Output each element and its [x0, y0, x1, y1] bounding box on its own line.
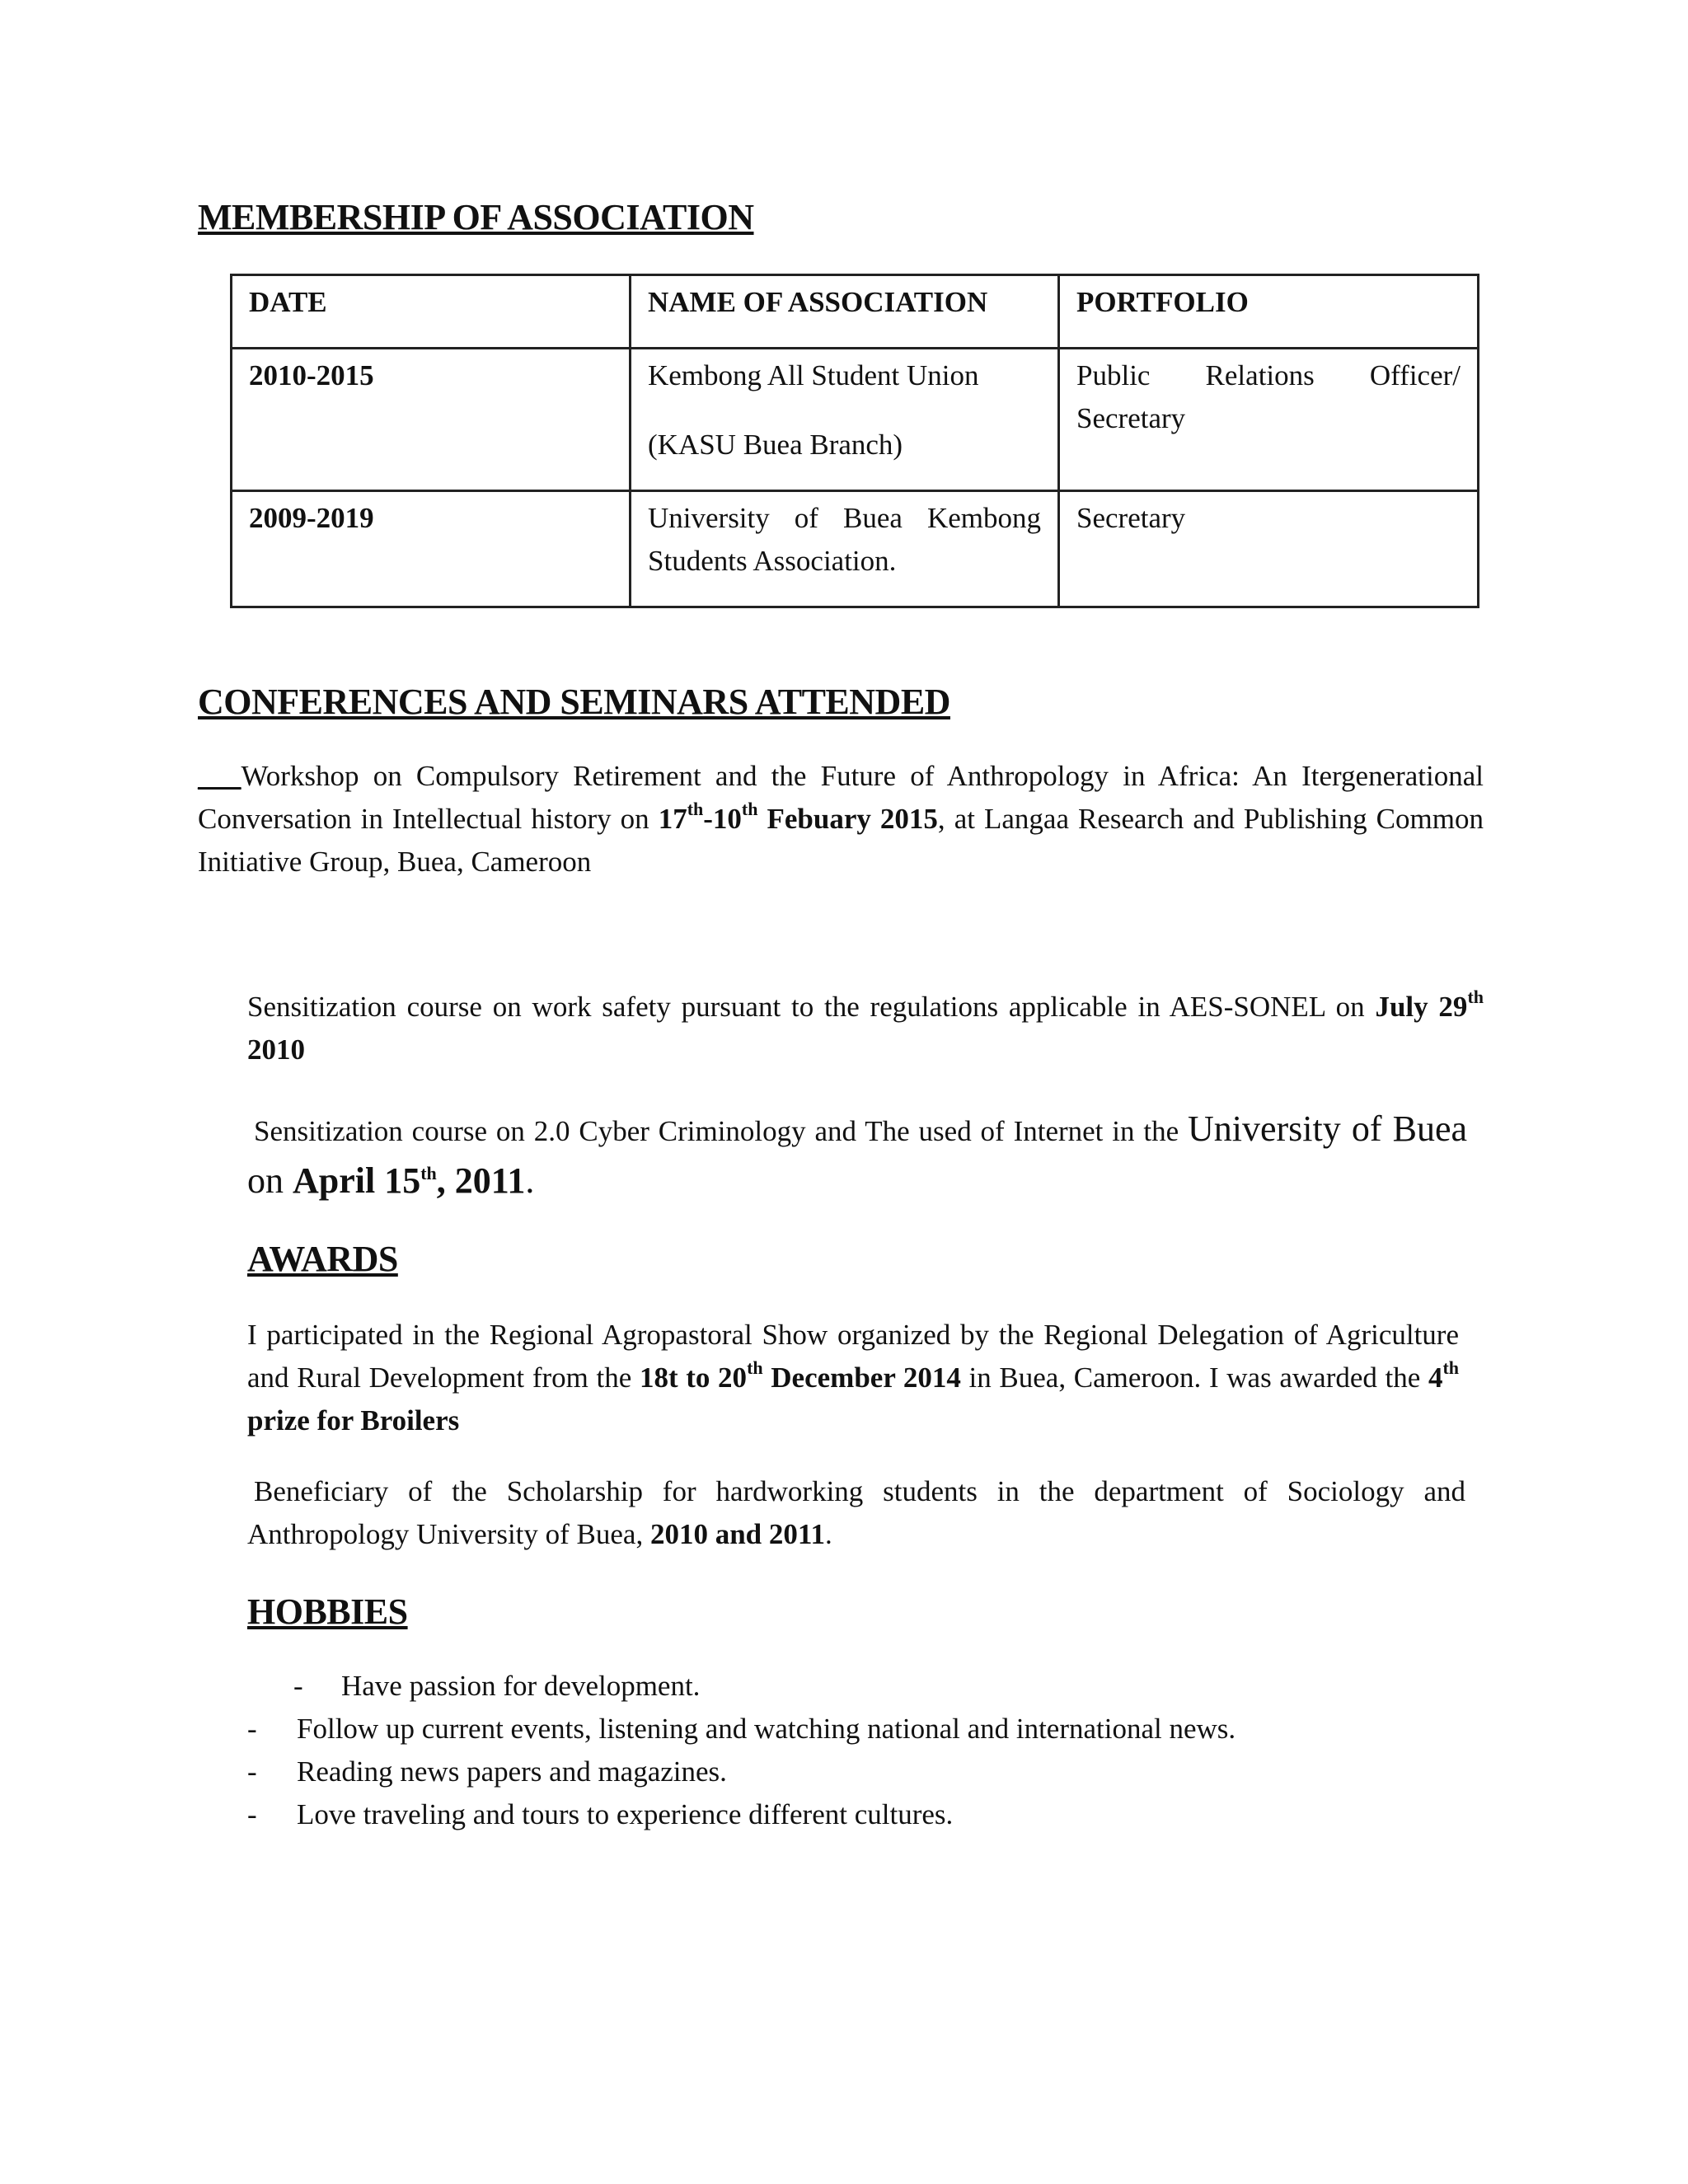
- row-portfolio: Secretary: [1059, 491, 1479, 607]
- bullet-dash: -: [247, 1713, 257, 1745]
- conferences-heading: CONFERENCES AND SEMINARS ATTENDED: [198, 682, 950, 722]
- row-portfolio: Public Relations Officer/ Secretary: [1059, 349, 1479, 491]
- association-name-line: (KASU Buea Branch): [648, 429, 903, 461]
- association-name-line: Kembong All Student Union: [648, 359, 979, 391]
- award-item: I participated in the Regional Agropastoral Show organized by the Regional Delegation of Agriculture and Rural Development from the 18t to 20th December 2014 in Buea, Cameroon. I was awarded the 4th prize for Broilers: [247, 1319, 1460, 1436]
- table-row: [232, 491, 1479, 607]
- bullet-dash: -: [247, 1798, 257, 1830]
- membership-table: [230, 274, 1479, 608]
- hobbies-heading: HOBBIES: [247, 1591, 408, 1632]
- list-item: Follow up current events, listening and watching national and international news.: [297, 1713, 1236, 1745]
- bullet-dash: -: [293, 1670, 303, 1702]
- table-header-row: [232, 275, 1479, 349]
- row-date: 2009-2019: [232, 491, 631, 607]
- blank-line: ___: [198, 760, 241, 792]
- list-item: Reading news papers and magazines.: [297, 1755, 727, 1788]
- list-item: Love traveling and tours to experience different cultures.: [297, 1798, 954, 1830]
- column-header-date: DATE: [232, 275, 631, 349]
- bullet-dash: -: [247, 1755, 257, 1788]
- row-association-name: University of Buea Kembong Students Association.: [631, 491, 1059, 607]
- conference-item: ___Workshop on Compulsory Retirement and the Future of Anthropology in Africa: An Itergenerational Conversation in Intellectual history on 17th-10th Febuary 2015, at Langaa Research and Publishing Common Initiative Group, Buea, Cameroon: [198, 760, 1484, 878]
- list-item: Have passion for development.: [341, 1670, 701, 1702]
- column-header-portfolio: PORTFOLIO: [1059, 275, 1479, 349]
- table-row: [232, 349, 1479, 491]
- conference-item: Sensitization course on 2.0 Cyber Criminology and The used of Internet in the University of Buea on April 15th, 2011.: [247, 1108, 1468, 1201]
- conference-item: Sensitization course on work safety pursuant to the regulations applicable in AES-SONEL on July 29th 2010: [247, 987, 1484, 1066]
- membership-heading: MEMBERSHIP OF ASSOCIATION: [198, 197, 754, 237]
- awards-heading: AWARDS: [247, 1239, 398, 1279]
- award-item: Beneficiary of the Scholarship for hardworking students in the department of Sociology and Anthropology University of Buea, 2010 and 2011.: [247, 1475, 1465, 1550]
- row-date: 2010-2015: [232, 349, 631, 491]
- column-header-name: NAME OF ASSOCIATION: [631, 275, 1059, 349]
- row-association-name: [631, 349, 1059, 491]
